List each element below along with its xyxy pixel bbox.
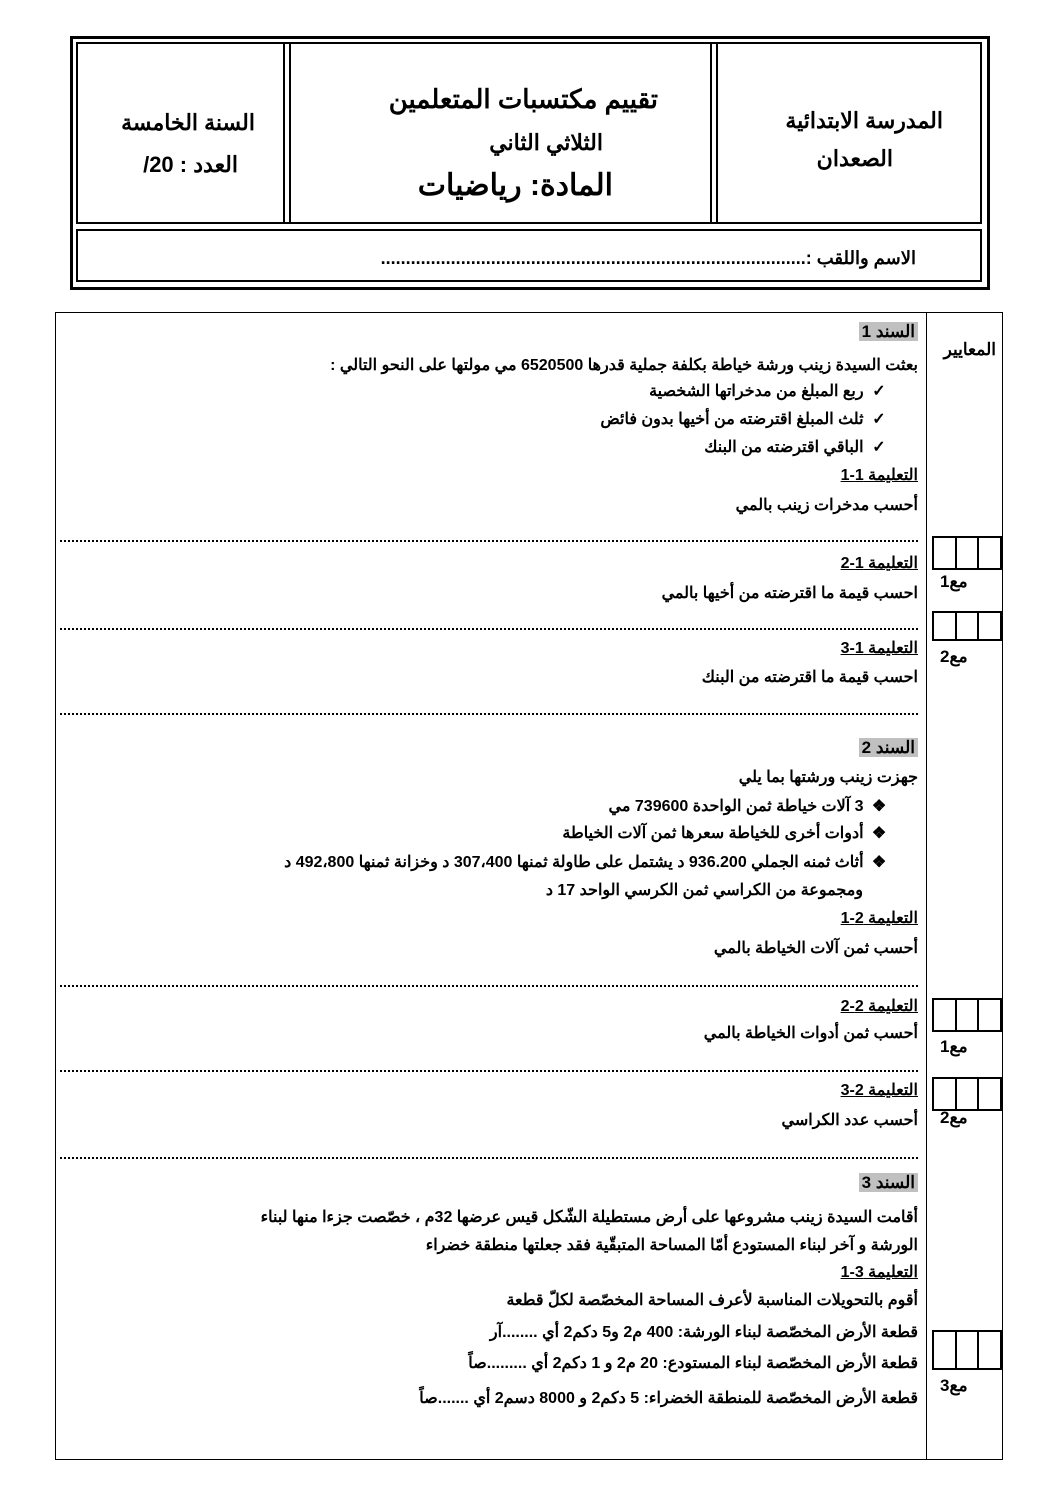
subject-label: المادة: رياضيات [417, 169, 613, 202]
score-box[interactable] [932, 536, 1002, 570]
task-label: التعليمة 2-3 [840, 1082, 918, 1099]
grade-label: السنة الخامسة [121, 110, 255, 135]
criterion-label: مع1 [940, 572, 968, 591]
task-text: أحسب عدد الكراسي [781, 1112, 918, 1129]
list-item-continuation: ومجموعة من الكراسي ثمن الكرسي الواحد 17 د [545, 882, 863, 899]
answer-line[interactable] [60, 1157, 918, 1159]
score-box[interactable] [932, 1077, 1002, 1111]
task-text: أحسب ثمن أدوات الخياطة بالمي [703, 1025, 918, 1042]
list-item: ❖ 3 آلات خياطة ثمن الواحدة 739600 مي [609, 796, 890, 816]
task-label: التعليمة 2-1 [840, 910, 918, 927]
score-box[interactable] [932, 1330, 1002, 1370]
section-badge: السند 1 [859, 322, 918, 341]
task-label: التعليمة 2-2 [840, 998, 918, 1015]
section-intro: بعثت السيدة زينب ورشة خياطة بكلفة جملية قدرها 6520500 مي مولتها على النحو التالي : [330, 357, 918, 374]
conversion-line[interactable]: قطعة الأرض المخصّصة لبناء الورشة: 400 م2 و5 دكم2 أي ........آر [489, 1324, 918, 1341]
diamond-bullet-icon: ❖ [871, 798, 887, 815]
conversion-line[interactable]: قطعة الأرض المخصّصة للمنطقة الخضراء: 5 دكم2 و 8000 دسم2 أي .......صاً [419, 1390, 918, 1407]
check-icon: ✓ [872, 439, 886, 456]
answer-line[interactable] [60, 628, 918, 630]
divider [710, 44, 712, 222]
diamond-bullet-icon: ❖ [871, 854, 887, 871]
list-item: ✓ ربع المبلغ من مدخراتها الشخصية [649, 381, 890, 401]
divider [283, 44, 285, 222]
diamond-bullet-icon: ❖ [871, 825, 887, 842]
divider [716, 44, 718, 222]
section-intro: أقامت السيدة زينب مشروعها على أرض مستطيلة الشّكل قيس عرضها 32م ، خصّصت جزءا منها لبناء [260, 1209, 918, 1226]
answer-line[interactable] [60, 713, 918, 715]
section-intro: جهزت زينب ورشتها بما يلي [738, 769, 918, 786]
task-text: احسب قيمة ما اقترضته من أخيها بالمي [661, 585, 918, 602]
criteria-header: المعايير [943, 340, 996, 359]
criterion-label: مع2 [940, 1108, 968, 1127]
list-item: ✓ الباقي اقترضته من البنك [704, 437, 890, 457]
score-box[interactable] [932, 611, 1002, 641]
school-location: الصعدان [816, 146, 893, 171]
check-icon: ✓ [872, 383, 886, 400]
list-item: ❖ أثاث ثمنه الجملي 936.200 د يشتمل على طاولة ثمنها 307،400 د وخزانة ثمنها 492،800 د [284, 852, 890, 872]
divider [289, 44, 291, 222]
school-name: المدرسة الابتدائية [785, 108, 943, 133]
list-item: ❖ أدوات أخرى للخياطة سعرها ثمن آلات الخياطة [562, 823, 890, 843]
task-text: احسب قيمة ما اقترضته من البنك [701, 669, 918, 686]
section-badge: السند 2 [859, 738, 918, 757]
answer-line[interactable] [60, 540, 918, 542]
student-name-field[interactable]: الاسم واللقب :..................................................................................... [380, 248, 916, 268]
score-label: العدد : 20/ [143, 152, 238, 177]
task-text: أقوم بالتحويلات المناسبة لأعرف المساحة المخصّصة لكلّ قطعة [506, 1292, 918, 1309]
section-badge: السند 3 [859, 1173, 918, 1192]
exam-title: تقييم مكتسبات المتعلمين [388, 84, 658, 114]
criterion-label: مع2 [940, 647, 968, 666]
criteria-divider [926, 313, 927, 1459]
conversion-line[interactable]: قطعة الأرض المخصّصة لبناء المستودع: 20 م2 و 1 دكم2 أي .........صاً [468, 1355, 918, 1372]
task-label: التعليمة 1-2 [840, 555, 918, 572]
task-text: أحسب ثمن آلات الخياطة بالمي [713, 940, 918, 957]
criterion-label: مع1 [940, 1037, 968, 1056]
section-intro: الورشة و آخر لبناء المستودع أمّا المساحة المتبقّية فقد جعلتها منطقة خضراء [425, 1237, 918, 1254]
score-box[interactable] [932, 998, 1002, 1032]
criterion-label: مع3 [940, 1376, 968, 1395]
term-label: الثلاثي الثاني [489, 130, 603, 155]
answer-line[interactable] [60, 985, 918, 987]
task-text: أحسب مدخرات زينب بالمي [735, 497, 918, 514]
check-icon: ✓ [872, 411, 886, 428]
task-label: التعليمة 3-1 [840, 1264, 918, 1281]
list-item: ✓ ثلث المبلغ اقترضته من أخيها بدون فائض [600, 409, 890, 429]
task-label: التعليمة 1-3 [840, 640, 918, 657]
answer-line[interactable] [60, 1070, 918, 1072]
task-label: التعليمة 1-1 [840, 467, 918, 484]
